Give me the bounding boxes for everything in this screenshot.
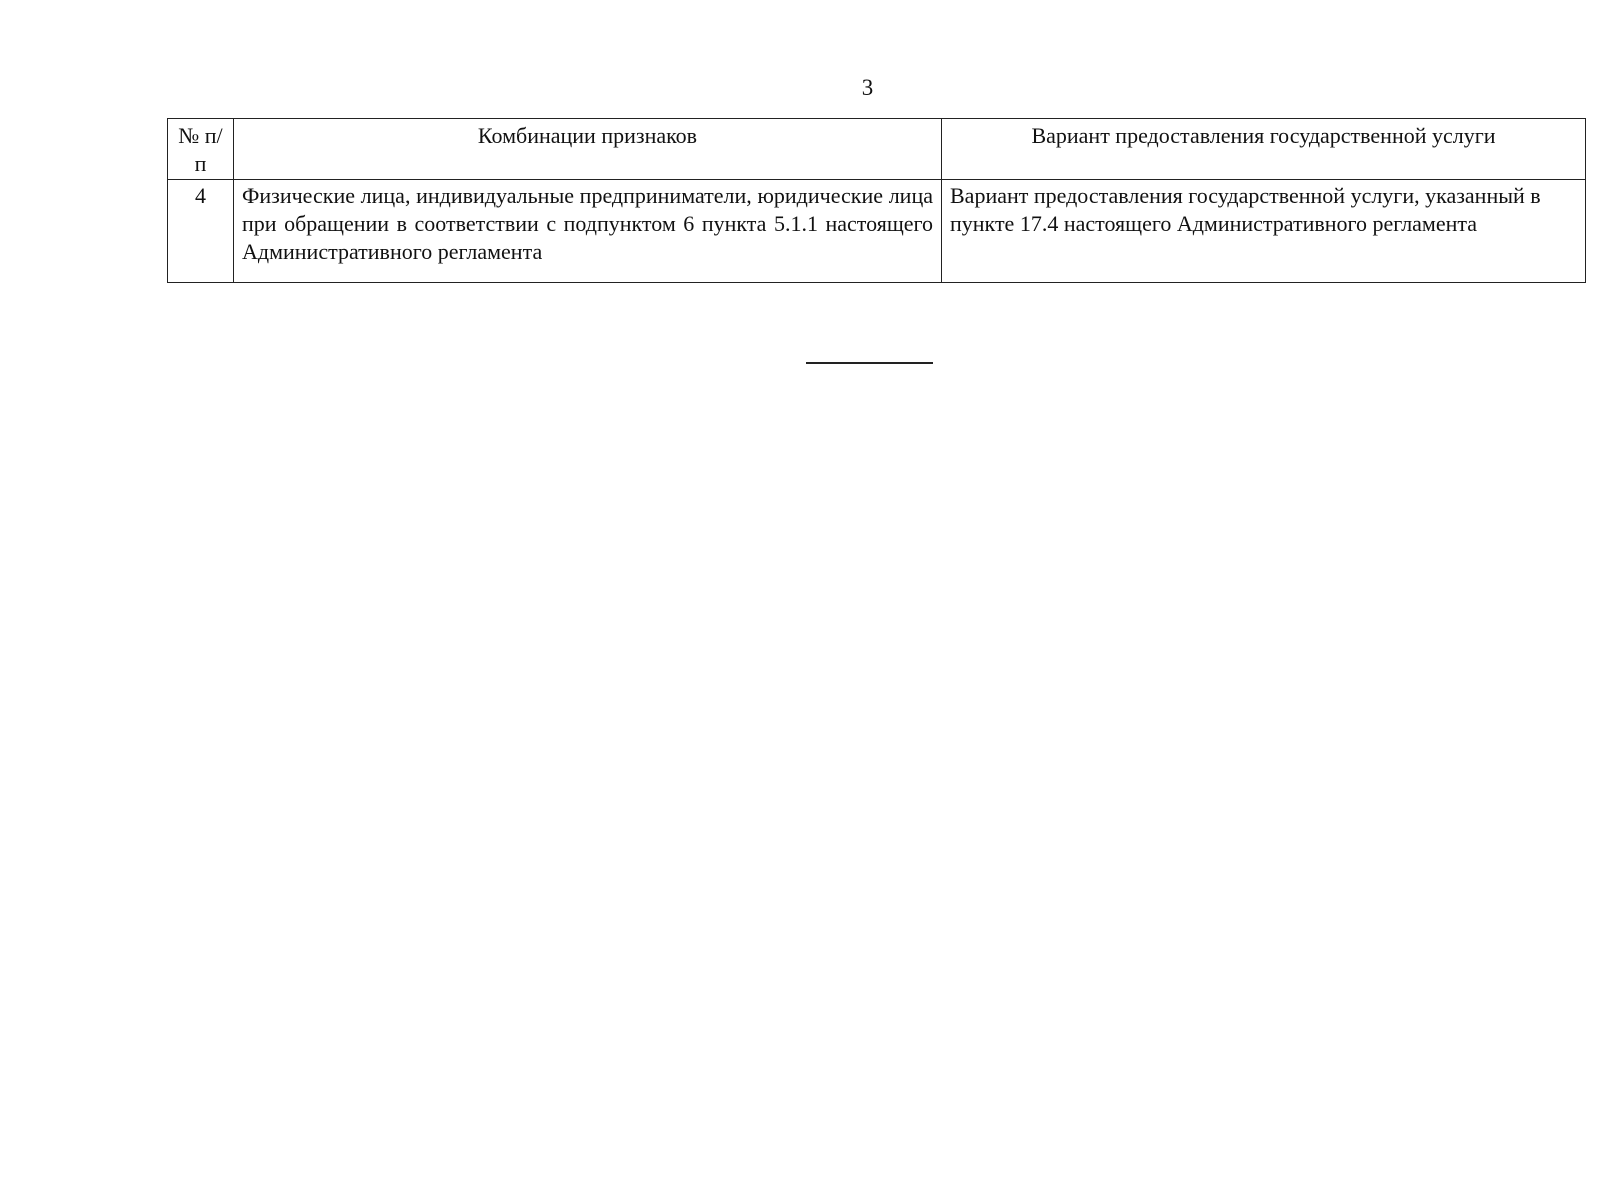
page-number: 3 (861, 75, 874, 100)
header-variant: Вариант предоставления государственной услуги (942, 119, 1586, 180)
variants-table (167, 118, 1586, 283)
header-num: № п/п (168, 119, 234, 180)
header-combination: Комбинации признаков (234, 119, 942, 180)
closing-rule (806, 362, 933, 364)
table-row (168, 180, 1586, 283)
row-combination: Физические лица, индивидуальные предприниматели, юридические лица при обращении в соответствии с подпунктом 6 пункта 5.1.1 настоящего Административного регламента (234, 180, 942, 283)
row-num: 4 (168, 180, 234, 283)
table-header-row (168, 119, 1586, 180)
row-variant: Вариант предоставления государственной услуги, указанный в пункте 17.4 настоящего Административного регламента (942, 180, 1586, 283)
